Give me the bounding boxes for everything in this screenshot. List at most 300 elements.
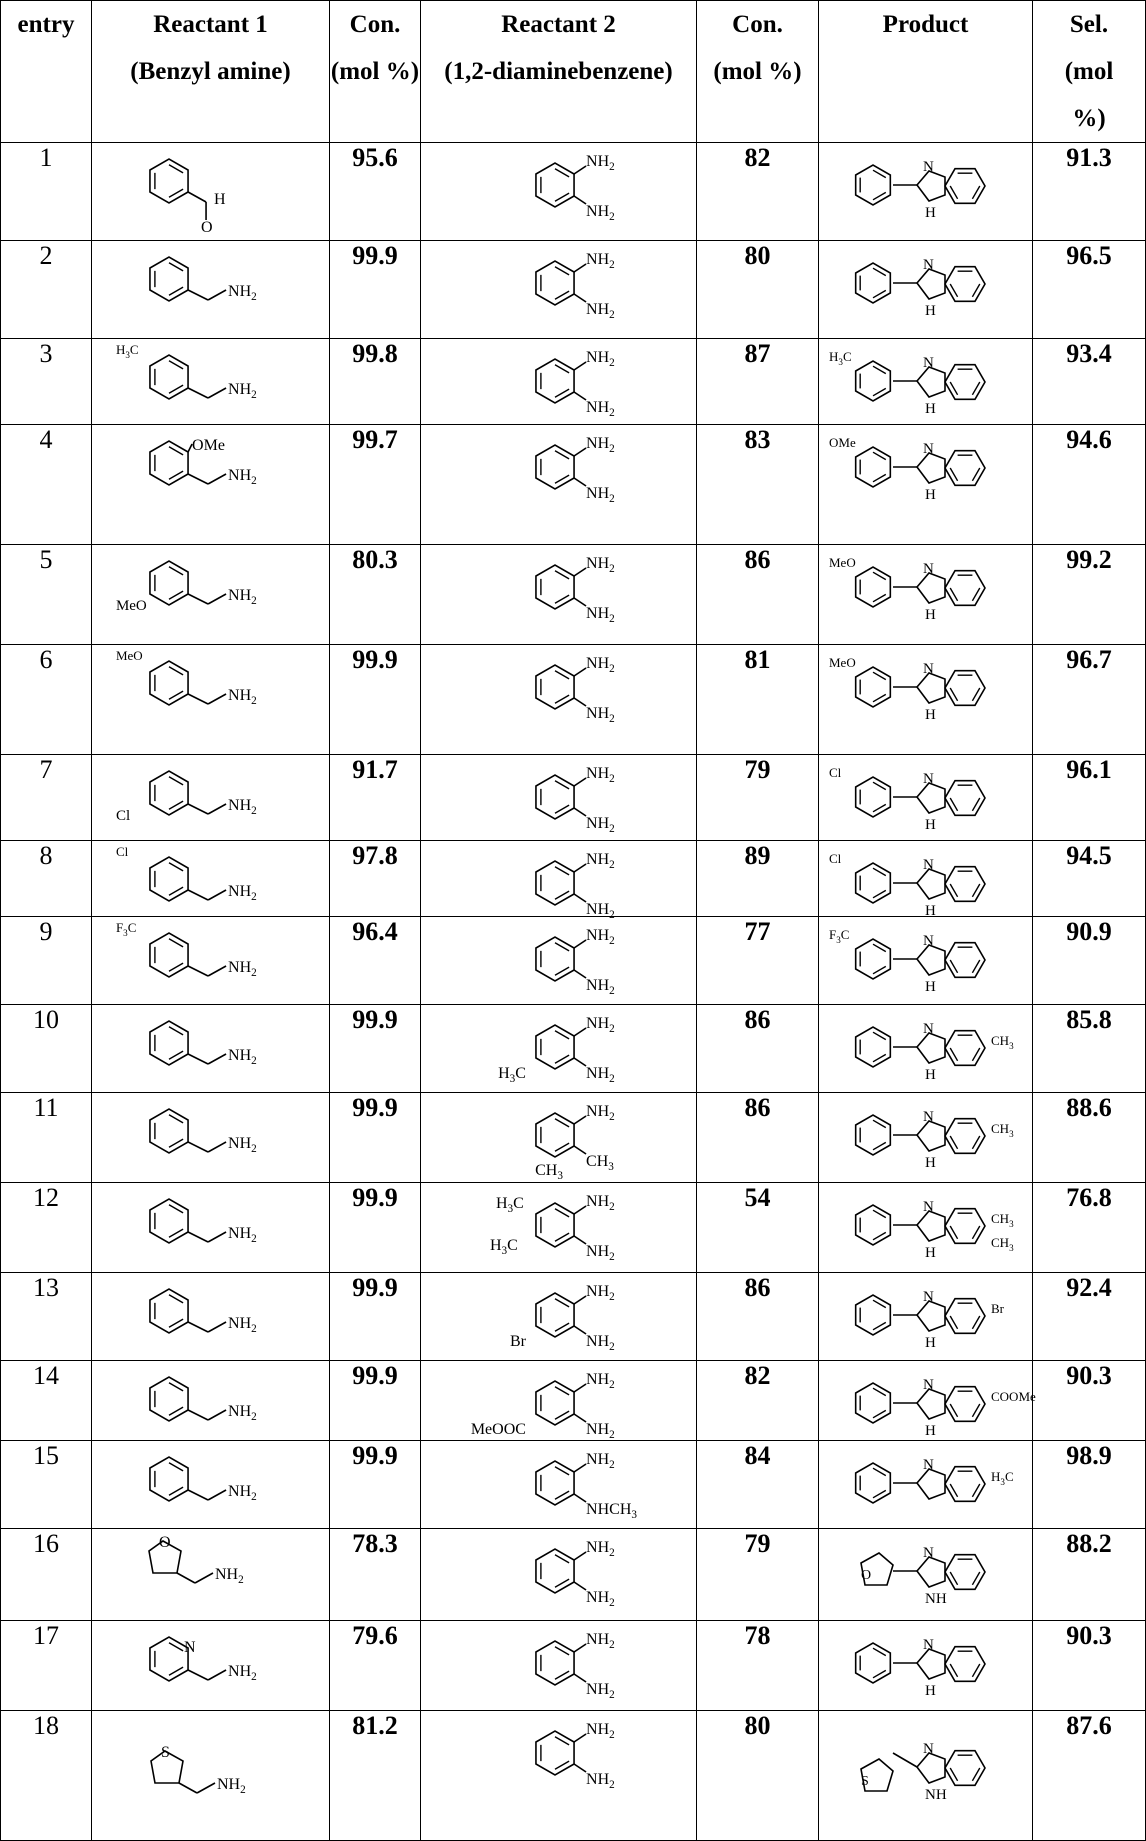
- atom-label: $NH_2$: [585, 1451, 615, 1471]
- reactant1-drawing: [111, 545, 311, 641]
- bond: [208, 1232, 226, 1242]
- reactant2-drawing: [439, 645, 679, 751]
- reactant1-structure: [92, 241, 330, 339]
- reactant1-drawing: [111, 1005, 311, 1089]
- bond: [574, 808, 586, 816]
- bond: [188, 1670, 208, 1680]
- con2-cell: 54: [697, 1183, 819, 1273]
- atom-label: OMe: [191, 437, 225, 454]
- atom-label: $NH_2$: [585, 901, 615, 921]
- sel-cell: 99.2: [1033, 545, 1146, 645]
- imidazole-ring: [917, 1469, 945, 1499]
- reactant2-structure: [421, 1529, 697, 1621]
- atom-label: $CH_3$: [990, 1121, 1014, 1139]
- reactant1-drawing: [111, 1183, 311, 1269]
- table-row: [1, 917, 1146, 1005]
- atom-label: H: [924, 1067, 936, 1083]
- atom-label: $NH_2$: [227, 797, 257, 817]
- reactant2-drawing: [439, 339, 679, 421]
- bond: [574, 392, 586, 400]
- atom-label: $NH_2$: [585, 1631, 615, 1651]
- bond: [574, 970, 586, 978]
- reactant1-structure: [92, 1005, 330, 1093]
- imidazole-ring: [917, 869, 945, 899]
- sel-cell: 96.1: [1033, 755, 1146, 841]
- bond: [208, 290, 226, 300]
- benzene-ring: [149, 159, 187, 203]
- product-drawing: [821, 1005, 1031, 1089]
- atom-label: Br: [509, 1333, 526, 1350]
- reactant1-structure: [92, 841, 330, 917]
- sel-cell: 85.8: [1033, 1005, 1146, 1093]
- benzene-ring: [149, 561, 187, 605]
- atom-label: H: [924, 487, 936, 503]
- bond: [188, 594, 208, 604]
- bond: [208, 1322, 226, 1332]
- header-reactant2: Reactant 2 (1,2-diaminebenzene): [421, 1, 697, 143]
- atom-label: $NH_2$: [227, 1663, 257, 1683]
- atom-label: N: [922, 1377, 934, 1393]
- reactant1-drawing: [111, 917, 311, 1001]
- atom-label: N: [922, 1289, 934, 1305]
- reactant2-structure: [421, 1441, 697, 1529]
- entry-cell: 5: [1, 545, 92, 645]
- sel-cell: 90.3: [1033, 1621, 1146, 1711]
- atom-label: MeO: [828, 655, 856, 670]
- diaminobenzene-ring: [535, 163, 573, 207]
- imidazole-ring: [917, 673, 945, 703]
- entry-cell: 7: [1, 755, 92, 841]
- reactant2-structure: [421, 1621, 697, 1711]
- benzene-ring: [149, 1199, 187, 1243]
- entry-cell: 15: [1, 1441, 92, 1529]
- header-entry: entry: [1, 1, 92, 143]
- product-structure: [819, 143, 1033, 241]
- benzene-ring: [149, 1377, 187, 1421]
- reactant2-drawing: [439, 841, 679, 921]
- reactant1-drawing: [111, 645, 311, 751]
- bond: [188, 890, 208, 900]
- atom-label: $NH_2$: [216, 1776, 246, 1796]
- bond: [197, 1783, 215, 1793]
- reactant1-structure: [92, 1273, 330, 1361]
- header-row: [1, 1, 1146, 143]
- product-drawing: [821, 1711, 1031, 1821]
- benzene-ring: [149, 257, 187, 301]
- benzene-ring: [149, 857, 187, 901]
- sel-cell: 94.5: [1033, 841, 1146, 917]
- table-row: [1, 645, 1146, 755]
- atom-label: H: [213, 191, 226, 208]
- con2-cell: 86: [697, 1273, 819, 1361]
- entry-cell: 12: [1, 1183, 92, 1273]
- reactant1-structure: [92, 1361, 330, 1441]
- atom-label: Cl: [115, 844, 128, 859]
- reactant2-drawing: [439, 1621, 679, 1707]
- bond: [188, 192, 206, 202]
- con1-cell: 79.6: [330, 1621, 421, 1711]
- reactant1-structure: [92, 545, 330, 645]
- atom-label: $NH_2$: [585, 927, 615, 947]
- con1-cell: 78.3: [330, 1529, 421, 1621]
- diaminobenzene-ring: [535, 445, 573, 489]
- reactant2-structure: [421, 1711, 697, 1841]
- bond: [208, 1490, 226, 1500]
- benzene-ring: [149, 441, 187, 485]
- imidazole-ring: [917, 1557, 945, 1587]
- atom-label: $NH_2$: [585, 1243, 615, 1263]
- atom-label: N: [922, 1637, 934, 1653]
- reactant1-structure: [92, 1441, 330, 1529]
- entry-cell: 8: [1, 841, 92, 917]
- diaminobenzene-ring: [535, 861, 573, 905]
- reactant2-drawing: [439, 1711, 679, 1821]
- reactant2-structure: [421, 241, 697, 339]
- benzene-ring: [149, 1109, 187, 1153]
- sel-cell: 93.4: [1033, 339, 1146, 425]
- atom-label: $F_3C$: [115, 920, 136, 938]
- product-drawing: [821, 645, 1031, 751]
- con2-cell: 78: [697, 1621, 819, 1711]
- atom-label: $NH_2$: [585, 485, 615, 505]
- con1-cell: 99.9: [330, 1441, 421, 1529]
- reactant2-structure: [421, 545, 697, 645]
- atom-label: $NH_2$: [214, 1566, 244, 1586]
- bond: [574, 698, 586, 706]
- con1-cell: 99.9: [330, 1093, 421, 1183]
- bond: [208, 966, 226, 976]
- atom-label: $F_3C$: [828, 927, 849, 945]
- reactant1-structure: [92, 1183, 330, 1273]
- benzene-ring: [149, 1021, 187, 1065]
- bond: [574, 1494, 586, 1502]
- product-drawing: [821, 917, 1031, 1001]
- reactant1-drawing: [111, 1441, 311, 1525]
- atom-label: Cl: [828, 851, 841, 866]
- bond: [574, 1206, 586, 1214]
- con2-cell: 86: [697, 1005, 819, 1093]
- atom-label: $CH_3$: [534, 1162, 563, 1182]
- reactant2-drawing: [439, 545, 679, 641]
- atom-label: O: [860, 1568, 871, 1583]
- con1-cell: 99.9: [330, 1273, 421, 1361]
- product-structure: [819, 339, 1033, 425]
- diaminobenzene-ring: [535, 775, 573, 819]
- table-row: [1, 241, 1146, 339]
- bond: [574, 1116, 586, 1124]
- reactant2-structure: [421, 1273, 697, 1361]
- diaminobenzene-ring: [535, 1731, 573, 1775]
- imidazole-ring: [917, 367, 945, 397]
- table-body: [1, 143, 1146, 1841]
- product-structure: [819, 645, 1033, 755]
- diaminobenzene-ring: [535, 937, 573, 981]
- sel-cell: 94.6: [1033, 425, 1146, 545]
- bond: [574, 598, 586, 606]
- product-structure: [819, 755, 1033, 841]
- bond: [208, 594, 226, 604]
- bond: [208, 694, 226, 704]
- bond: [188, 1322, 208, 1332]
- sel-cell: 88.2: [1033, 1529, 1146, 1621]
- sel-cell: 90.9: [1033, 917, 1146, 1005]
- atom-label: $NH_2$: [585, 1539, 615, 1559]
- atom-label: N: [922, 257, 934, 273]
- con1-cell: 99.9: [330, 645, 421, 755]
- atom-label: N: [922, 661, 934, 677]
- table-row: [1, 1183, 1146, 1273]
- entry-cell: 6: [1, 645, 92, 755]
- con2-cell: 86: [697, 1093, 819, 1183]
- product-structure: [819, 1711, 1033, 1841]
- table-row: [1, 545, 1146, 645]
- bond: [208, 890, 226, 900]
- product-structure: [819, 1005, 1033, 1093]
- diaminobenzene-ring: [535, 565, 573, 609]
- atom-label: H: [924, 205, 936, 221]
- sel-cell: 96.5: [1033, 241, 1146, 339]
- entry-cell: 17: [1, 1621, 92, 1711]
- bond: [574, 196, 586, 204]
- bond: [574, 166, 586, 174]
- con2-cell: 86: [697, 545, 819, 645]
- imidazole-ring: [917, 945, 945, 975]
- atom-label: $NH_2$: [227, 1225, 257, 1245]
- reactant2-structure: [421, 425, 697, 545]
- imidazole-ring: [917, 783, 945, 813]
- atom-label: N: [922, 1109, 934, 1125]
- reactant1-structure: [92, 1093, 330, 1183]
- diaminobenzene-ring: [535, 1381, 573, 1425]
- atom-label: $NH_2$: [585, 1333, 615, 1353]
- atom-label: $NH_2$: [585, 815, 615, 835]
- reactant2-drawing: [439, 917, 679, 1001]
- atom-label: H: [924, 1245, 936, 1261]
- table-row: [1, 1441, 1146, 1529]
- atom-label: N: [922, 1021, 934, 1037]
- entry-cell: 10: [1, 1005, 92, 1093]
- con1-cell: 96.4: [330, 917, 421, 1005]
- product-drawing: [821, 143, 1031, 237]
- imidazole-ring: [917, 171, 945, 201]
- con1-cell: 95.6: [330, 143, 421, 241]
- reactant2-drawing: [439, 1361, 679, 1441]
- reactant2-structure: [421, 1361, 697, 1441]
- table-row: [1, 1711, 1146, 1841]
- atom-label: H: [924, 707, 936, 723]
- product-drawing: [821, 241, 1031, 335]
- atom-label: N: [922, 355, 934, 371]
- diaminobenzene-ring: [535, 1203, 573, 1247]
- bond: [574, 940, 586, 948]
- atom-label: $NH_2$: [585, 977, 615, 997]
- atom-label: H: [924, 607, 936, 623]
- atom-label: $NH_2$: [585, 655, 615, 675]
- header-product: Product: [819, 1, 1033, 143]
- atom-label: N: [922, 1199, 934, 1215]
- atom-label: $NH_2$: [227, 587, 257, 607]
- atom-label: $H_3C$: [990, 1469, 1014, 1487]
- atom-label: H: [924, 817, 936, 833]
- reactant1-structure: [92, 339, 330, 425]
- con2-cell: 79: [697, 755, 819, 841]
- atom-label: $H_3C$: [497, 1065, 526, 1085]
- product-structure: [819, 1441, 1033, 1529]
- con1-cell: 99.9: [330, 241, 421, 339]
- bond: [574, 1028, 586, 1036]
- atom-label: $NH_2$: [585, 1193, 615, 1213]
- product-structure: [819, 1621, 1033, 1711]
- entry-cell: 9: [1, 917, 92, 1005]
- reactant2-drawing: [439, 1441, 679, 1525]
- reactant1-structure: [92, 1529, 330, 1621]
- atom-label: MeOOC: [470, 1421, 526, 1438]
- diaminobenzene-ring: [535, 665, 573, 709]
- benzene-ring: [149, 771, 187, 815]
- atom-label: $NH_2$: [585, 555, 615, 575]
- atom-label: $H_3C$: [828, 349, 852, 367]
- diaminobenzene-ring: [535, 1549, 573, 1593]
- reactant1-structure: [92, 1711, 330, 1841]
- bond: [574, 1146, 586, 1154]
- imidazole-ring: [917, 573, 945, 603]
- atom-label: $NH_2$: [227, 959, 257, 979]
- reactant2-structure: [421, 917, 697, 1005]
- bond: [574, 264, 586, 272]
- table-row: [1, 143, 1146, 241]
- table-row: [1, 1273, 1146, 1361]
- reactant1-drawing: [111, 841, 311, 913]
- reactant2-drawing: [439, 1005, 679, 1089]
- atom-label: S: [860, 1774, 869, 1789]
- product-drawing: [821, 1273, 1031, 1357]
- atom-label: $NH_2$: [585, 1103, 615, 1123]
- reactant1-structure: [92, 1621, 330, 1711]
- product-structure: [819, 841, 1033, 917]
- bond: [574, 1058, 586, 1066]
- table-row: [1, 425, 1146, 545]
- reactant1-drawing: [111, 1621, 311, 1707]
- atom-label: $NH_2$: [585, 1015, 615, 1035]
- bond: [188, 1232, 208, 1242]
- bond: [574, 1326, 586, 1334]
- atom-label: N: [922, 933, 934, 949]
- bond: [188, 1142, 208, 1152]
- atom-label: H: [924, 1423, 936, 1439]
- product-drawing: [821, 755, 1031, 837]
- imidazole-ring: [917, 1389, 945, 1419]
- bond: [188, 1490, 208, 1500]
- atom-label: $NH_2$: [585, 1721, 615, 1741]
- atom-label: $NH_2$: [227, 1483, 257, 1503]
- bond: [574, 362, 586, 370]
- con2-cell: 79: [697, 1529, 819, 1621]
- con2-cell: 80: [697, 1711, 819, 1841]
- atom-label: $NH_2$: [585, 1681, 615, 1701]
- bond: [574, 1764, 586, 1772]
- atom-label: $NH_2$: [227, 467, 257, 487]
- table-row: [1, 1621, 1146, 1711]
- bond: [188, 388, 208, 398]
- bond: [574, 1674, 586, 1682]
- atom-label: Cl: [828, 765, 841, 780]
- con2-cell: 77: [697, 917, 819, 1005]
- atom-label: $NH_2$: [585, 203, 615, 223]
- reactant2-drawing: [439, 241, 679, 335]
- product-drawing: [821, 841, 1031, 919]
- product-drawing: [821, 545, 1031, 641]
- entry-cell: 14: [1, 1361, 92, 1441]
- product-drawing: [821, 1093, 1031, 1179]
- bond: [188, 804, 208, 814]
- con1-cell: 99.8: [330, 339, 421, 425]
- atom-label: $NH_2$: [585, 435, 615, 455]
- atom-label: $NH_2$: [585, 1065, 615, 1085]
- imidazole-ring: [917, 453, 945, 483]
- bond: [574, 1644, 586, 1652]
- bond: [574, 1296, 586, 1304]
- product-drawing: [821, 1621, 1031, 1707]
- imidazole-ring: [917, 1301, 945, 1331]
- bond: [574, 894, 586, 902]
- product-drawing: [821, 1361, 1036, 1439]
- reactant1-drawing: [111, 1273, 311, 1357]
- atom-label: $NH_2$: [585, 251, 615, 271]
- product-drawing: [821, 1183, 1031, 1269]
- atom-label: MeO: [828, 555, 856, 570]
- atom-label: $NH_2$: [585, 349, 615, 369]
- reactant1-drawing: [111, 425, 311, 535]
- con1-cell: 81.2: [330, 1711, 421, 1841]
- bond: [208, 1054, 226, 1064]
- atom-label: $NH_2$: [585, 301, 615, 321]
- atom-label: H: [924, 1155, 936, 1171]
- bond: [574, 1582, 586, 1590]
- bond: [574, 568, 586, 576]
- reactant1-structure: [92, 755, 330, 841]
- imidazole-ring: [917, 269, 945, 299]
- con2-cell: 89: [697, 841, 819, 917]
- atom-label: $NH_2$: [585, 851, 615, 871]
- con2-cell: 82: [697, 143, 819, 241]
- atom-label: $NH_2$: [585, 1589, 615, 1609]
- bond: [574, 1414, 586, 1422]
- reactant1-structure: [92, 917, 330, 1005]
- atom-label: N: [922, 771, 934, 787]
- atom-label: $NH_2$: [227, 1315, 257, 1335]
- atom-label: $NH_2$: [227, 687, 257, 707]
- con2-cell: 80: [697, 241, 819, 339]
- bond: [195, 1573, 213, 1583]
- atom-label: H: [924, 401, 936, 417]
- diaminobenzene-ring: [535, 1641, 573, 1685]
- bond: [574, 1464, 586, 1472]
- sel-cell: 98.9: [1033, 1441, 1146, 1529]
- atom-label: N: [922, 1457, 934, 1473]
- entry-cell: 4: [1, 425, 92, 545]
- bond: [893, 1753, 917, 1767]
- atom-label: N: [922, 1545, 934, 1561]
- product-structure: [819, 545, 1033, 645]
- product-structure: [819, 917, 1033, 1005]
- bond: [188, 290, 208, 300]
- atom-label: $NHCH_3$: [585, 1501, 637, 1521]
- atom-label: $NH_2$: [585, 1283, 615, 1303]
- bond: [574, 1236, 586, 1244]
- product-structure: [819, 1183, 1033, 1273]
- table-row: [1, 1093, 1146, 1183]
- reactant1-drawing: [111, 755, 311, 837]
